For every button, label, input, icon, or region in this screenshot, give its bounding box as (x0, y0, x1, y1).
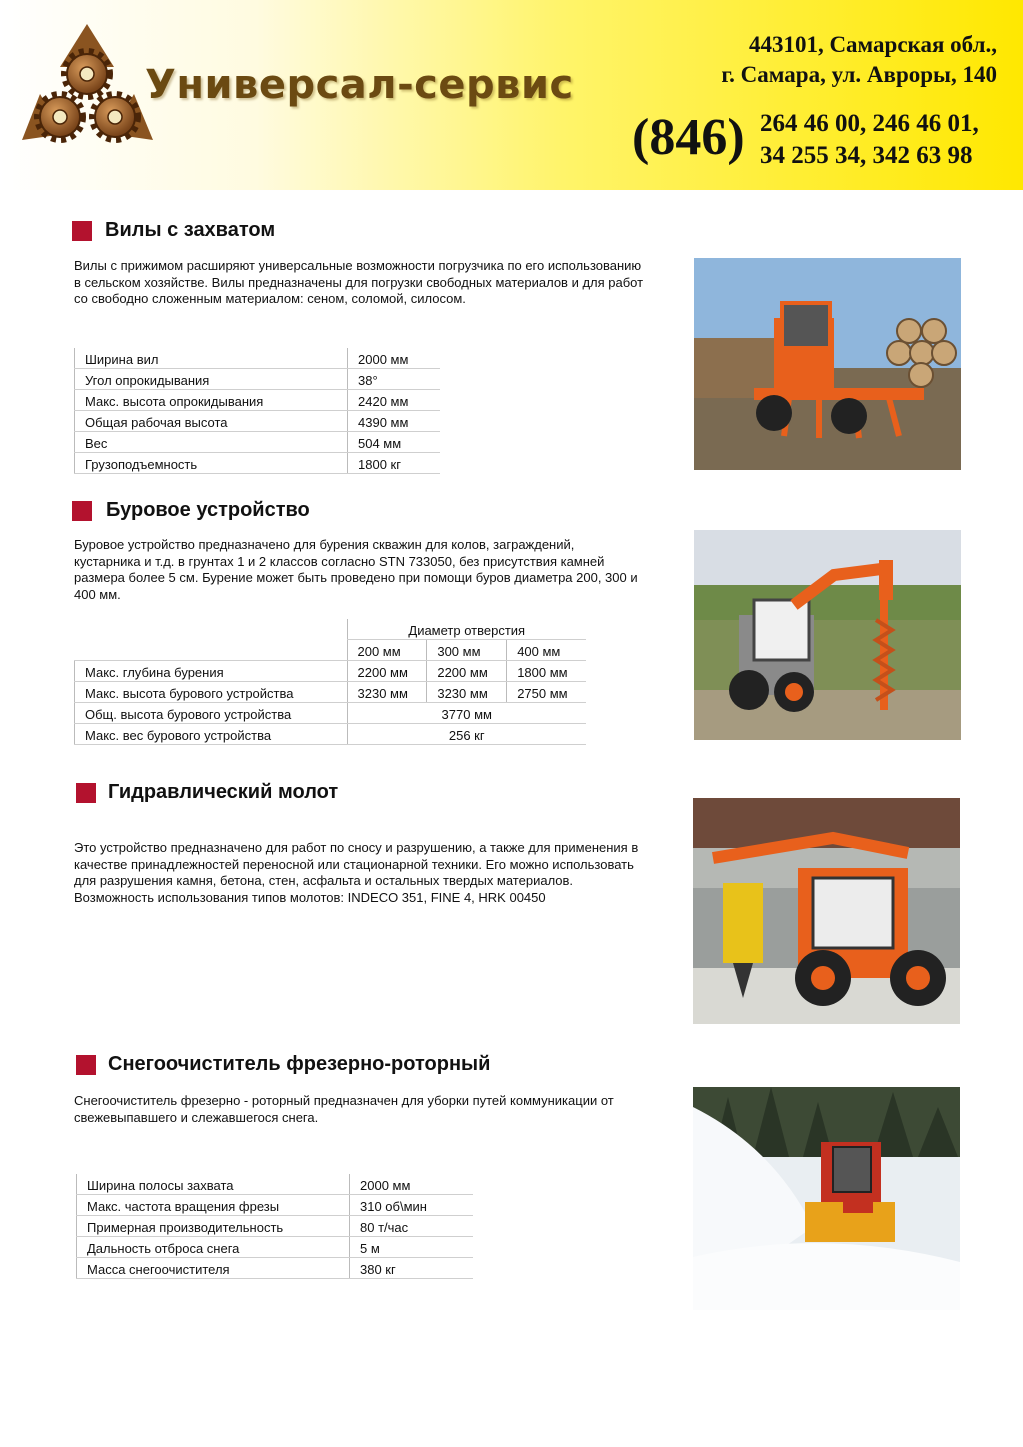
table-row (75, 682, 587, 703)
photo-forks-loader (694, 258, 961, 470)
spec-value: 310 об\мин (350, 1195, 474, 1216)
spec-label: Макс. вес бурового устройства (75, 724, 348, 745)
page-header (0, 0, 1023, 190)
phone-code: (846) (632, 109, 745, 166)
table-row (75, 619, 587, 640)
spec-value: 2200 мм (347, 661, 427, 682)
spec-value: 2000 мм (348, 348, 441, 369)
table-row (77, 1258, 474, 1279)
table-row (77, 1195, 474, 1216)
spec-value: 256 кг (347, 724, 586, 745)
spec-value: 3770 мм (347, 703, 586, 724)
spec-table-forks (74, 348, 440, 474)
section-description-hammer: Это устройство предназначено для работ по сносу и разрушению, а также для применения в качестве принадлежностей переносной или стационарной техники. Его можно использовать для разрушения камня, бетона, стен, асфальта и остальных твердых материалов. Возможность использования типов молотов: INDECO 351, FINE 4, HRK 00450 (74, 840, 639, 905)
section-title-drill: Буровое устройство (106, 499, 310, 521)
spec-value: 38° (348, 369, 441, 390)
table-row (75, 348, 441, 369)
phones-line-2: 34 255 34, 342 63 98 (760, 142, 973, 169)
spec-value: 5 м (350, 1237, 474, 1258)
spec-label: Ширина полосы захвата (77, 1174, 350, 1195)
section-bullet-icon (76, 783, 96, 803)
table-row (75, 369, 441, 390)
column-header: 300 мм (427, 640, 507, 661)
spec-value: 2750 мм (507, 682, 586, 703)
table-group-header: Диаметр отверстия (347, 619, 586, 640)
table-row (75, 661, 587, 682)
spec-label: Примерная производительность (77, 1216, 350, 1237)
phone-numbers (760, 108, 979, 172)
section-bullet-icon (72, 221, 92, 241)
section-description-drill: Буровое устройство предназначено для бурения скважин для колов, заграждений, кустарника и т.д. в грунтах 1 и 2 классов согласно STN 733050, без присутствия камней размера более 5 см. Бурение может быть проведено при помощи буров диаметра 200, 300 и 400 мм. (74, 537, 638, 602)
company-name: Универсал-сервис (145, 62, 574, 108)
table-row (75, 640, 587, 661)
spec-label: Вес (75, 432, 348, 453)
spec-table-snowblower (76, 1174, 473, 1279)
spec-value: 2000 мм (350, 1174, 474, 1195)
spec-label: Макс. высота опрокидывания (75, 390, 348, 411)
section-title-snowblower: Снегоочиститель фрезерно-роторный (108, 1053, 491, 1075)
spec-value: 3230 мм (427, 682, 507, 703)
spec-value: 2200 мм (427, 661, 507, 682)
spec-label: Макс. высота бурового устройства (75, 682, 348, 703)
spec-value: 1800 кг (348, 453, 441, 474)
spec-label: Масса снегоочистителя (77, 1258, 350, 1279)
table-row (75, 703, 587, 724)
table-row (75, 390, 441, 411)
section-title-hammer: Гидравлический молот (108, 781, 339, 803)
spec-value: 504 мм (348, 432, 441, 453)
table-row (77, 1174, 474, 1195)
spec-label: Дальность отброса снега (77, 1237, 350, 1258)
spec-value: 3230 мм (347, 682, 427, 703)
spec-value: 380 кг (350, 1258, 474, 1279)
table-row (75, 411, 441, 432)
spec-label: Макс. частота вращения фрезы (77, 1195, 350, 1216)
section-description-snowblower: Снегоочиститель фрезерно - роторный предназначен для уборки путей коммуникации от свежевыпавшего и слежавшегося снега. (74, 1093, 614, 1125)
spec-label: Ширина вил (75, 348, 348, 369)
address-line-2: г. Самара, ул. Авроры, 140 (721, 62, 997, 87)
section-title-forks: Вилы с захватом (105, 219, 276, 241)
spec-value: 1800 мм (507, 661, 586, 682)
spec-table-drill (74, 619, 586, 745)
column-header: 400 мм (507, 640, 586, 661)
section-bullet-icon (72, 501, 92, 521)
spec-value: 2420 мм (348, 390, 441, 411)
spec-label: Макс. глубина бурения (75, 661, 348, 682)
photo-snowblower-loader (693, 1087, 960, 1310)
table-row (75, 724, 587, 745)
table-row (77, 1216, 474, 1237)
table-row (77, 1237, 474, 1258)
photo-hammer-loader (693, 798, 960, 1024)
section-description-forks: Вилы с прижимом расширяют универсальные возможности погрузчика по его использованию в сельском хозяйстве. Вилы предназначены для погрузки свободных материалов и для работ со свободно сложенным материалом: сеном, соломой, силосом. (74, 258, 644, 306)
section-bullet-icon (76, 1055, 96, 1075)
spec-value: 80 т/час (350, 1216, 474, 1237)
spec-label: Общ. высота бурового устройства (75, 703, 348, 724)
gears-logo-icon (20, 22, 155, 147)
column-header: 200 мм (347, 640, 427, 661)
photo-drill-loader (694, 530, 961, 740)
spec-label: Грузоподъемность (75, 453, 348, 474)
company-address (721, 30, 997, 90)
spec-value: 4390 мм (348, 411, 441, 432)
address-line-1: 443101, Самарская обл., (748, 32, 997, 57)
phones-line-1: 264 46 00, 246 46 01, (760, 110, 979, 137)
spec-label: Общая рабочая высота (75, 411, 348, 432)
spec-label: Угол опрокидывания (75, 369, 348, 390)
table-row (75, 453, 441, 474)
table-row (75, 432, 441, 453)
